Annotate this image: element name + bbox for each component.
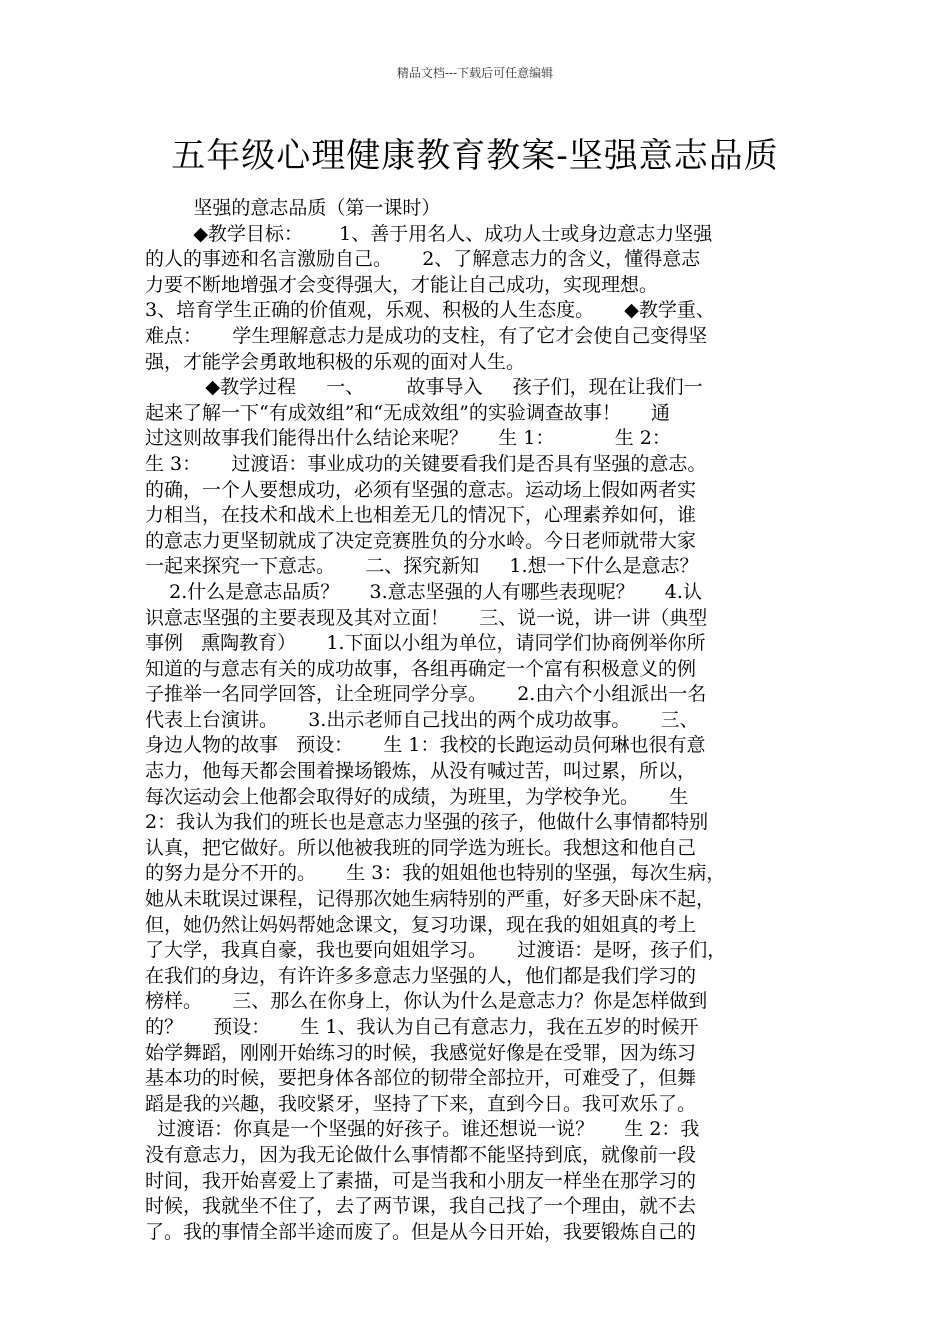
body-line: 一起来探究一下意志。 二、探究新知 1.想一下什么是意志？ [145, 555, 699, 578]
body-line: 难点： 学生理解意志力是成功的支柱，有了它才会使自己变得坚 [145, 324, 708, 347]
body-line: 时间，我开始喜爱上了素描，可是当我和小朋友一样坐在那学习的 [145, 1169, 697, 1192]
body-line: 力相当，在技术和战术上也相差无几的情况下，心理素养如何，谁 [145, 504, 697, 527]
body-line: 3、培育学生正确的价值观，乐观、积极的人生态度。 ◆教学重、 [145, 299, 715, 322]
body-line: 过这则故事我们能得出什么结论来呢？ 生 1： 生 2： [145, 427, 671, 450]
body-line: 蹈是我的兴趣，我咬紧牙，坚持了下来，直到今日。我可欢乐了。 [145, 1092, 697, 1115]
body-line: 识意志坚强的主要表现及其对立面！ 三、说一说，讲一讲（典型 [145, 606, 708, 629]
document-title: 五年级心理健康教育教案-坚强意志品质 [171, 136, 779, 176]
body-line: 起来了解一下“有成效组”和“无成效组”的实验调查故事！ 通 [145, 401, 671, 424]
body-line: 事例 熏陶教育） 1.下面以小组为单位，请同学们协商例举你所 [145, 632, 706, 655]
body-line: 的意志力更坚韧就成了决定竞赛胜负的分水岭。今日老师就带大家 [145, 529, 697, 552]
body-line: 力要不断地增强才会变得强大，才能让自己成功，实现理想。 [145, 273, 659, 296]
body-line: 子推举一名同学回答，让全班同学分享。 2.由六个小组派出一名 [145, 683, 707, 706]
body-line: 的努力是分不开的。 生 3：我的姐姐他也特别的坚强，每次生病， [145, 862, 726, 885]
body-line: 但，她仍然让妈妈帮她念课文，复习功课，现在我的姐姐真的考上 [145, 913, 697, 936]
body-line: 了大学，我真自豪，我也要向姐姐学习。 过渡语：是呀，孩子们， [145, 939, 727, 962]
body-line: 榜样。 三、那么在你身上，你认为什么是意志力？你是怎样做到 [145, 990, 708, 1013]
body-line: 每次运动会上他都会取得好的成绩，为班里，为学校争光。 生 [145, 785, 689, 808]
body-line: 的？ 预设： 生 1、我认为自己有意志力，我在五岁的时候开 [145, 1016, 699, 1038]
body-line: 过渡语：你真是一个坚强的好孩子。谁还想说一说？ 生 2：我 [145, 1118, 700, 1141]
page-header: 精品文档---下载后可任意编辑 [396, 66, 554, 80]
body-line: 2.什么是意志品质？ 3.意志坚强的人有哪些表现呢？ 4.认 [145, 580, 702, 603]
body-line: ◆教学目标： 1、善于用名人、成功人士或身边意志力坚强 [145, 222, 713, 245]
body-line: 了。我的事情全部半途而废了。但是从今日开始，我要锻炼自己的 [145, 1220, 697, 1243]
body-line: 志力，他每天都会围着操场锻炼，从没有喊过苦，叫过累，所以， [145, 760, 697, 783]
body-line: 知道的与意志有关的成功故事，各组再确定一个富有积极意义的例 [145, 657, 697, 680]
body-line: 她从未耽误过课程，记得那次她生病特别的严重，好多天卧床不起， [145, 888, 716, 911]
body-line: 2：我认为我们的班长也是意志力坚强的孩子，他做什么事情都特别 [145, 811, 709, 834]
body-line: 认真，把它做好。所以他被我班的同学选为班长。我想这和他自己 [145, 836, 697, 859]
body-line: 的确，一个人要想成功，必须有坚强的意志。运动场上假如两者实 [145, 478, 697, 501]
body-line: 身边人物的故事 预设： 生 1：我校的长跑运动员何琳也很有意 [145, 734, 706, 757]
body-line: 始学舞蹈，刚刚开始练习的时候，我感觉好像是在受罪，因为练习 [145, 1041, 697, 1064]
body-line: 强，才能学会勇敢地积极的乐观的面对人生。 [145, 350, 526, 373]
document-body [145, 196, 825, 1245]
body-line: 时候，我就坐不住了，去了两节课，我自己找了一个理由，就不去 [145, 1195, 697, 1218]
body-line: ◆教学过程 一、 故事导入 孩子们，现在让我们一 [145, 376, 703, 399]
body-line: 坚强的意志品质（第一课时） [145, 197, 441, 219]
body-line: 在我们的身边，有许许多多意志力坚强的人，他们都是我们学习的 [145, 964, 697, 987]
body-line: 基本功的时候，要把身体各部位的韧带全部拉开，可难受了，但舞 [145, 1067, 697, 1090]
body-line: 生 3： 过渡语：事业成功的关键要看我们是否具有坚强的意志。 [145, 452, 707, 475]
body-line: 的人的事迹和名言激励自己。 2、了解意志力的含义，懂得意志 [145, 248, 701, 271]
body-line: 代表上台演讲。 3.出示老师自己找出的两个成功故事。 三、 [145, 708, 699, 731]
body-line: 没有意志力，因为我无论做什么事情都不能坚持到底，就像前一段 [145, 1143, 697, 1166]
